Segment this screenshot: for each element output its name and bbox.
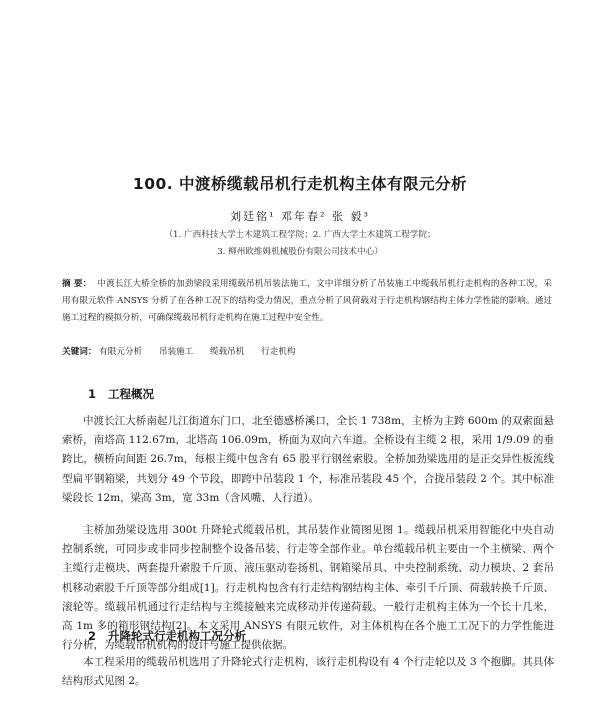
keyword: 行走机构 [261, 347, 296, 357]
section-heading [88, 386, 154, 402]
abstract [62, 276, 552, 327]
body-paragraph: 主桥加劲梁设选用 300t 升降轮式缆载吊机，其吊装作业简图见图 1。缆载吊机采用智能化中央自动控制系统，可同步或非同步控制整个设备吊装、行走等全部作业。单台缆载吊机主要由一个主横梁、两个主缆行走模块、两套提升索股千斤顶、液压驱动卷扬机、钢箱梁吊具、中央控制系统、动力模块、2 套吊机移动索股千斤顶等部分组成[1]。行走机构包含有行走结构钢结构主体、牵引千斤顶、荷载转换千斤顶、滚轮等。缆载吊机通过行走结构与主缆接触来完成移动并传递荷载。一般行走机构主体为一个长十几米，高 1m 多的箱形钢结构[2]。本文采用 ANSYS 有限元软件，对主体机构在各个施工工况下的力学性能进行分析，为缆载吊机机构的设计与施工提供依据。 [62, 524, 554, 652]
section-title: 工程概况 [108, 387, 155, 401]
keywords-label: 关键词： [62, 347, 97, 357]
section-number: 2 [88, 629, 97, 643]
author-list: 刘廷铭¹ 邓年春² 张 毅³ [230, 210, 370, 223]
affiliation-line: （1. 广西科技大学土木建筑工程学院；2. 广西大学土木建筑工程学院； [164, 230, 436, 240]
keyword: 吊装施工 [158, 347, 194, 357]
abstract-text: 中渡长江大桥全桥的加劲梁段采用缆载吊机吊装法施工，文中详细分析了吊装施工中缆载吊机行走机构的各种工况，采用有限元软件 ANSYS 分析了在各种工况下的结构受力情况，重点分析了风荷载对于行走机构钢结构主体力学性能的影响。通过施工过程的模拟分析，可确保缆载吊机行走机构在施工过程中安全性。 [62, 279, 552, 323]
abstract-label: 摘 要： [62, 279, 92, 289]
keyword: 缆载吊机 [209, 347, 245, 357]
keyword: 有限元分析 [99, 347, 143, 357]
body-paragraph: 本工程采用的缆载吊机选用了升降轮式行走机构，该行走机构设有 4 个行走轮以及 3 个抱脚。其具体结构形式见图 2。 [62, 656, 554, 688]
section-heading [88, 628, 246, 644]
paper-title: 100. 中渡桥缆载吊机行走机构主体有限元分析 [132, 175, 468, 193]
section-title: 升降轮式行走机构工况分析 [108, 629, 247, 643]
section-number: 1 [88, 387, 97, 401]
keywords [62, 345, 552, 357]
affiliation-line: 3. 柳州欧维姆机械股份有限公司技术中心） [217, 247, 383, 257]
body-paragraph: 中渡长江大桥南起儿江街道东门口，北至德感桥溪口，全长 1 738m，主桥为主跨 600m 的双索面悬索桥，南塔高 112.67m，北塔高 106.09m，桥面为双向六车道。全桥设有主缆 2 根，采用 1/9.09 的垂跨比，横桥向间距 26.7m，每根主缆中包含有 65 股平行钢丝索股。全桥加劲梁选用的是正交异性板流线型扁平钢箱梁，共划分 49 个节段，即跨中吊装段 1 个，标准吊装段 45 个，合拢吊装段 2 个。其中标准梁段长 12m，梁高 3m，宽 33m（含风嘴、人行道）。 [62, 415, 554, 504]
